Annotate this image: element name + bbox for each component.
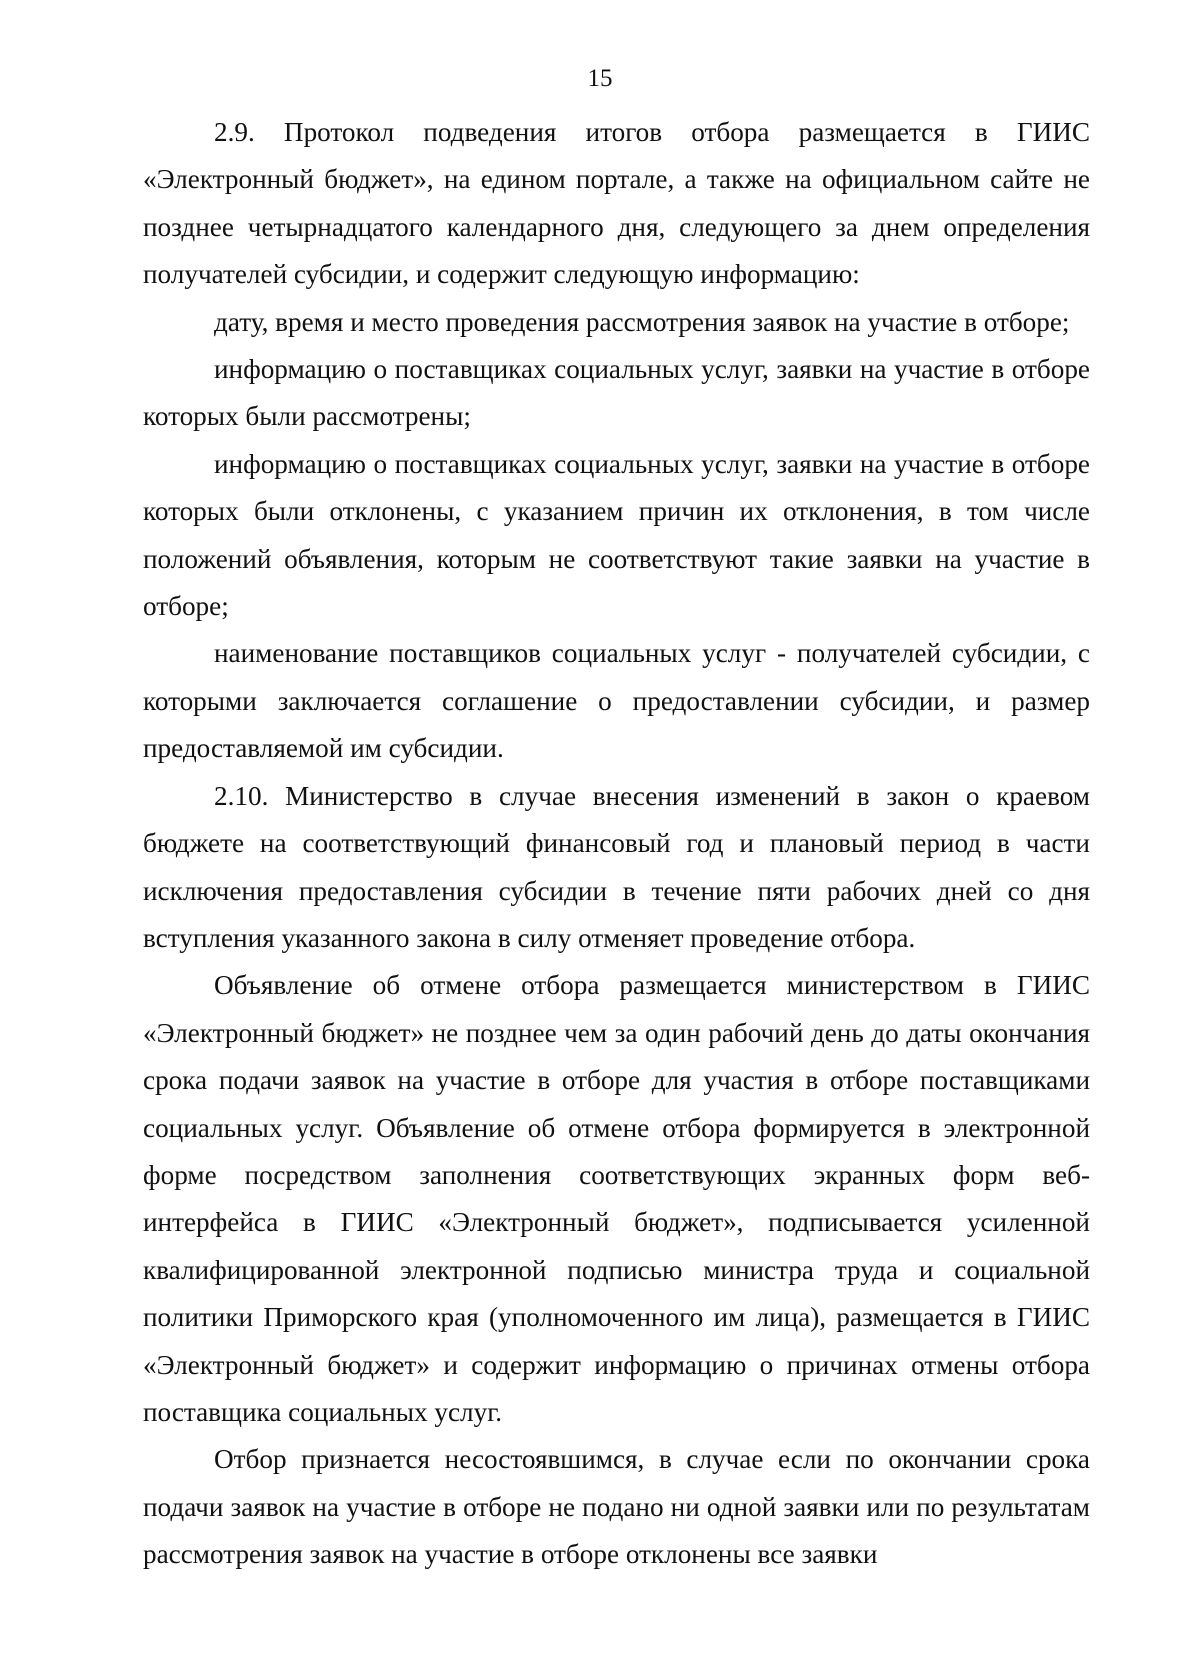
page-number: 15 xyxy=(587,65,613,92)
paragraph-2-10: 2.10. Министерство в случае внесения изменений в закон о краевом бюджете на соответствующий финансовый год и плановый период в части исключения предоставления субсидии в течение пяти рабочих дней со дня вступления указанного закона в силу отменяет проведение отбора. xyxy=(143,780,1090,953)
paragraph-2-9-intro: 2.9. Протокол подведения итогов отбора размещается в ГИИС «Электронный бюджет», на едином портале, а также на официальном сайте не позднее четырнадцатого календарного дня, следующего за днем определения получателей субсидии, и содержит следующую информацию: xyxy=(143,117,1090,290)
paragraph-selection-failed: Отбор признается несостоявшимся, в случае если по окончании срока подачи заявок на участие в отборе не подано ни одной заявки или по результатам рассмотрения заявок на участие в отборе отклонены все заявки xyxy=(143,1444,1090,1570)
paragraph-item-date-time-place: дату, время и место проведения рассмотрения заявок на участие в отборе; xyxy=(214,306,1070,337)
document-body xyxy=(143,109,1090,1579)
paragraph-item-considered-suppliers: информацию о поставщиках социальных услуг, заявки на участие в отборе которых были рассмотрены; xyxy=(143,354,1090,432)
paragraph-cancellation-announcement: Объявление об отмене отбора размещается министерством в ГИИС «Электронный бюджет» не позднее чем за один рабочий день до даты окончания срока подачи заявок на участие в отборе для участия в отборе поставщиками социальных услуг. Объявление об отмене отбора формируется в электронной форме посредством заполнения соответствующих экранных форм веб-интерфейса в ГИИС «Электронный бюджет», подписывается усиленной квалифицированной электронной подписью министра труда и социальной политики Приморского края (уполномоченного им лица), размещается в ГИИС «Электронный бюджет» и содержит информацию о причинах отмены отбора поставщика социальных услуг. xyxy=(143,970,1090,1427)
paragraph-item-subsidy-recipients: наименование поставщиков социальных услуг - получателей субсидии, с которыми заключается соглашение о предоставлении субсидии, и размер предоставляемой им субсидии. xyxy=(143,638,1090,764)
paragraph-item-rejected-suppliers: информацию о поставщиках социальных услуг, заявки на участие в отборе которых были отклонены, с указанием причин их отклонения, в том числе положений объявления, которым не соответствуют такие заявки на участие в отборе; xyxy=(143,448,1090,622)
